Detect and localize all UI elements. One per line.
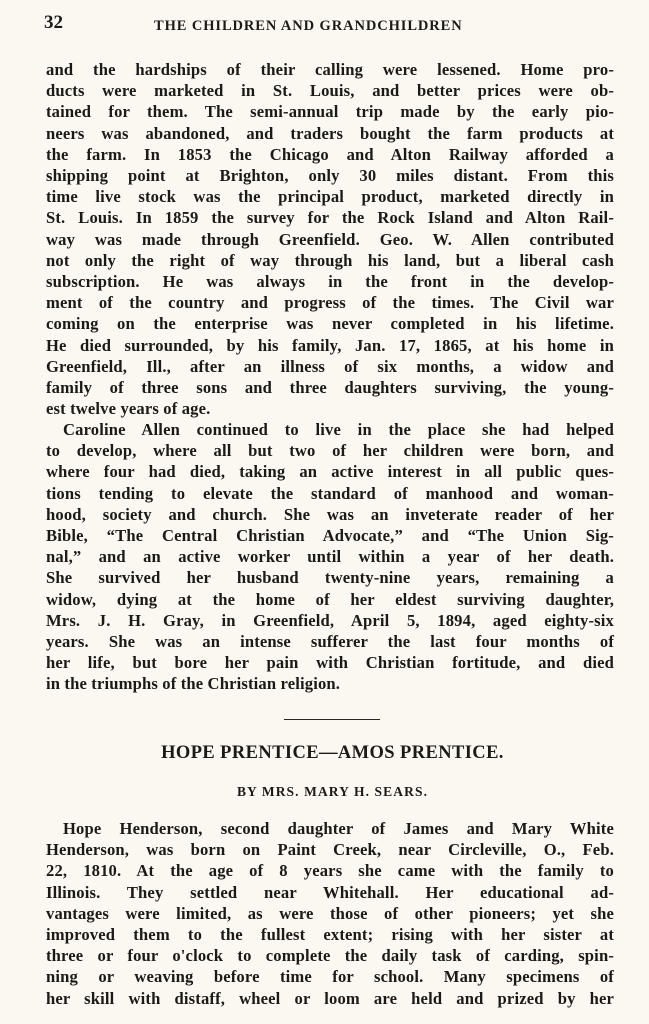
text-line: time live stock was the principal product, marketed directly in	[46, 187, 614, 207]
text-line: her life, but bore her pain with Christian fortitude, and died	[46, 653, 614, 673]
text-line: not only the right of way through his land, but a liberal cash	[46, 250, 614, 270]
article-title: HOPE PRENTICE—AMOS PRENTICE.	[161, 743, 504, 763]
text-line: three or four o'clock to complete the daily task of carding, spin-	[46, 946, 614, 966]
text-line: the farm. In 1853 the Chicago and Alton Railway afforded a	[46, 144, 614, 164]
text-line: Bible, “The Central Christian Advocate,” and “The Union Sig-	[46, 526, 614, 546]
text-line: her skill with distaff, wheel or loom are held and prized by her	[46, 988, 614, 1008]
text-line: subscription. He was always in the front in the develop-	[46, 272, 614, 292]
text-line: widow, dying at the home of her eldest surviving daughter,	[46, 589, 614, 609]
text-line: Henderson, was born on Paint Creek, near Circleville, O., Feb.	[46, 840, 614, 860]
text-line: improved them to the fullest extent; rising with her sister at	[46, 925, 614, 945]
text-line: nal,” and an active worker until within a year of her death.	[46, 547, 614, 567]
text-line: Mrs. J. H. Gray, in Greenfield, April 5, 1894, aged eighty-six	[46, 610, 614, 630]
text-line: years. She was an intense sufferer the last four months of	[46, 632, 614, 652]
text-line: family of three sons and three daughters surviving, the young-	[46, 378, 614, 398]
text-line: Caroline Allen continued to live in the place she had helped	[63, 420, 614, 439]
text-line: shipping point at Brighton, only 30 miles distant. From this	[46, 166, 614, 186]
text-line: to develop, where all but two of her children were born, and	[46, 441, 614, 461]
text-line: She survived her husband twenty-nine years, remaining a	[46, 568, 614, 588]
text-line: way was made through Greenfield. Geo. W. Allen contributed	[46, 229, 614, 249]
text-line: neers was abandoned, and traders bought the farm products at	[46, 123, 614, 143]
text-line: vantages were limited, as were those of other pioneers; yet she	[46, 903, 614, 923]
paragraph-caroline-allen	[46, 419, 614, 695]
text-line: Illinois. They settled near Whitehall. Her educational ad-	[46, 882, 614, 902]
article-byline: BY MRS. MARY H. SEARS.	[236, 784, 429, 799]
text-line: coming on the enterprise was never completed in his lifetime.	[46, 314, 614, 334]
text-line: Greenfield, Ill., after an illness of six months, a widow and	[46, 356, 614, 376]
text-line: Hope Henderson, second daughter of James and Mary White	[63, 819, 614, 838]
page-number: 32	[44, 12, 63, 33]
running-head: THE CHILDREN AND GRANDCHILDREN	[154, 18, 463, 34]
text-line: ment of the country and progress of the times. The Civil war	[46, 293, 614, 313]
text-line: He died surrounded, by his family, Jan. 17, 1865, at his home in	[46, 335, 614, 355]
page-header	[44, 10, 614, 40]
text-line: ducts were marketed in St. Louis, and better prices were ob-	[46, 81, 614, 101]
paragraph-hope-henderson	[46, 818, 614, 1009]
text-line: where four had died, taking an active interest in all public ques-	[46, 462, 614, 482]
text-line: in the triumphs of the Christian religion.	[46, 674, 341, 694]
section-divider	[284, 719, 380, 720]
paragraph-continued	[46, 59, 614, 419]
text-line: ning or weaving before time for school. Many specimens of	[46, 967, 614, 987]
text-line: St. Louis. In 1859 the survey for the Rock Island and Alton Rail-	[46, 208, 614, 228]
text-line: hood, society and church. She was an inveterate reader of her	[46, 504, 614, 524]
text-line: est twelve years of age.	[46, 399, 211, 419]
text-line: and the hardships of their calling were lessened. Home pro-	[46, 60, 614, 79]
text-line: 22, 1810. At the age of 8 years she came with the family to	[46, 861, 614, 881]
text-line: tained for them. The semi-annual trip made by the early pio-	[46, 102, 614, 122]
text-line: tions tending to elevate the standard of manhood and woman-	[46, 483, 614, 503]
